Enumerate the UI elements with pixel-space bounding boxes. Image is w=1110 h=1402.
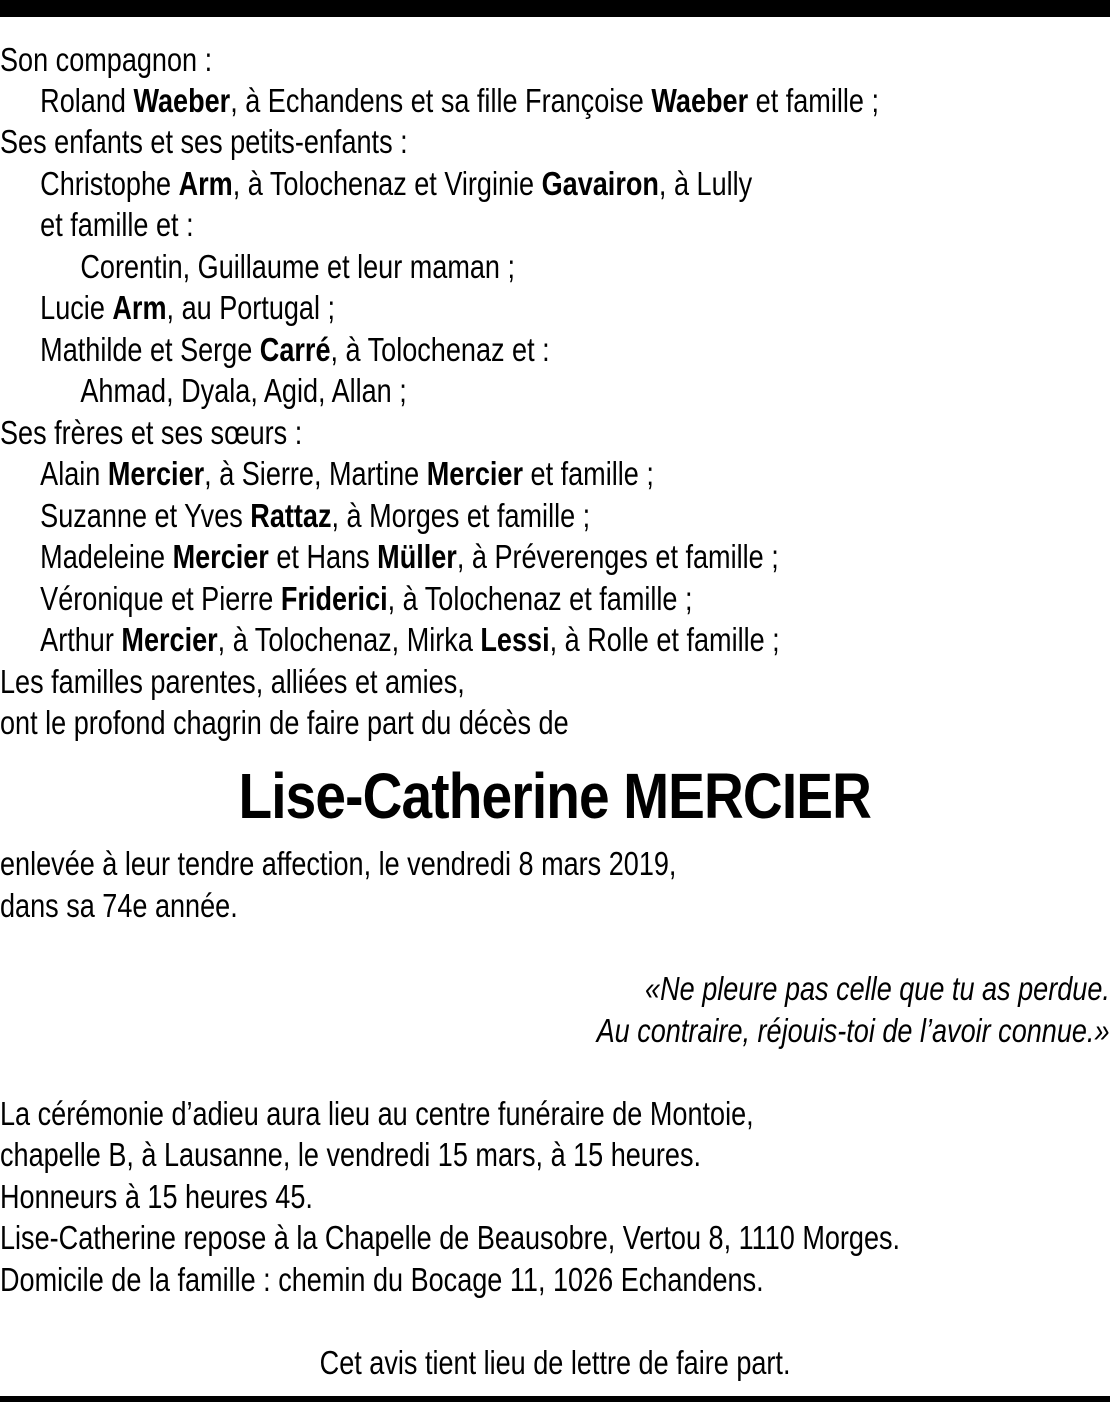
quote-line-2: Au contraire, réjouis-toi de l’avoir connue.»: [597, 1012, 1110, 1049]
surname: Lessi: [480, 621, 550, 658]
surname: Mercier: [426, 455, 524, 492]
closing-text: Cet avis tient lieu de lettre de faire part.: [319, 1344, 791, 1381]
text: , à Tolochenaz et Virginie: [232, 165, 542, 202]
deceased-name-text: Lise-Catherine MERCIER: [238, 760, 872, 832]
ceremony-line-3: Honneurs à 15 heures 45.: [0, 1178, 313, 1215]
text: , à Morges et famille ;: [331, 497, 591, 534]
surname: Friderici: [280, 580, 388, 617]
heading-partner: Son compagnon :: [0, 41, 213, 78]
text: Véronique et Pierre: [40, 580, 281, 617]
text: , à Lully: [658, 165, 753, 202]
surname: Arm: [178, 165, 233, 202]
surname: Mercier: [121, 621, 218, 658]
text: Arthur: [40, 621, 122, 658]
surname: Rattaz: [250, 497, 332, 534]
grandchildren-line-1: Corentin, Guillaume et leur maman ;: [80, 248, 516, 285]
text: Roland: [40, 82, 134, 119]
death-line-2: dans sa 74e année.: [0, 887, 238, 924]
surname: Gavairon: [541, 165, 659, 202]
text: , à Echandens et sa fille Françoise: [230, 82, 652, 119]
text: , à Tolochenaz et :: [330, 331, 550, 368]
surname: Müller: [377, 538, 457, 575]
text: et famille ;: [523, 455, 654, 492]
text: , à Tolochenaz et famille ;: [387, 580, 693, 617]
grandchildren-line-2: Ahmad, Dyala, Agid, Allan ;: [80, 372, 407, 409]
text: Madeleine: [40, 538, 173, 575]
text: Alain: [40, 455, 108, 492]
text: , à Préverenges et famille ;: [456, 538, 779, 575]
partner-line: [0, 80, 879, 121]
sibling-line-4: [0, 578, 692, 619]
heading-children: Ses enfants et ses petits-enfants :: [0, 123, 408, 160]
text: , au Portugal ;: [166, 289, 336, 326]
child-line-3: [0, 329, 550, 370]
quote-line-1: «Ne pleure pas celle que tu as perdue.: [645, 970, 1110, 1007]
death-line-1: enlevée à leur tendre affection, le vendredi 8 mars 2019,: [0, 845, 677, 882]
families-line: Les familles parentes, alliées et amies,: [0, 663, 465, 700]
surname: Waeber: [133, 82, 231, 119]
ceremony-line-1: La cérémonie d’adieu aura lieu au centre funéraire de Montoie,: [0, 1095, 754, 1132]
text: , à Rolle et famille ;: [549, 621, 780, 658]
deceased-name: [0, 760, 1110, 832]
text: , à Sierre, Martine: [204, 455, 427, 492]
surname: Mercier: [172, 538, 269, 575]
ceremony-line-4: Lise-Catherine repose à la Chapelle de Beausobre, Vertou 8, 1110 Morges.: [0, 1219, 901, 1256]
text: Suzanne et Yves: [40, 497, 251, 534]
text: Christophe: [40, 165, 179, 202]
sibling-line-5: [0, 619, 780, 660]
bottom-rule: [0, 1396, 1110, 1402]
sibling-line-1: [0, 453, 654, 494]
text: et famille ;: [748, 82, 879, 119]
heading-siblings: Ses frères et ses sœurs :: [0, 414, 303, 451]
ceremony-line-5: Domicile de la famille : chemin du Bocage 11, 1026 Echandens.: [0, 1261, 764, 1298]
closing-line: [0, 1342, 1110, 1383]
sibling-line-2: [0, 495, 590, 536]
surname: Mercier: [107, 455, 205, 492]
text: Mathilde et Serge: [40, 331, 260, 368]
surname: Waeber: [651, 82, 749, 119]
ceremony-line-2: chapelle B, à Lausanne, le vendredi 15 mars, à 15 heures.: [0, 1136, 702, 1173]
text: Lucie: [40, 289, 113, 326]
child-line-1-cont: et famille et :: [40, 206, 194, 243]
text: et Hans: [268, 538, 378, 575]
surname: Carré: [259, 331, 331, 368]
announce-line: ont le profond chagrin de faire part du décès de: [0, 704, 569, 741]
text: , à Tolochenaz, Mirka: [217, 621, 481, 658]
top-rule: [0, 0, 1110, 17]
child-line-2: [0, 287, 335, 328]
child-line-1: [0, 163, 752, 204]
sibling-line-3: [0, 536, 779, 577]
surname: Arm: [112, 289, 167, 326]
